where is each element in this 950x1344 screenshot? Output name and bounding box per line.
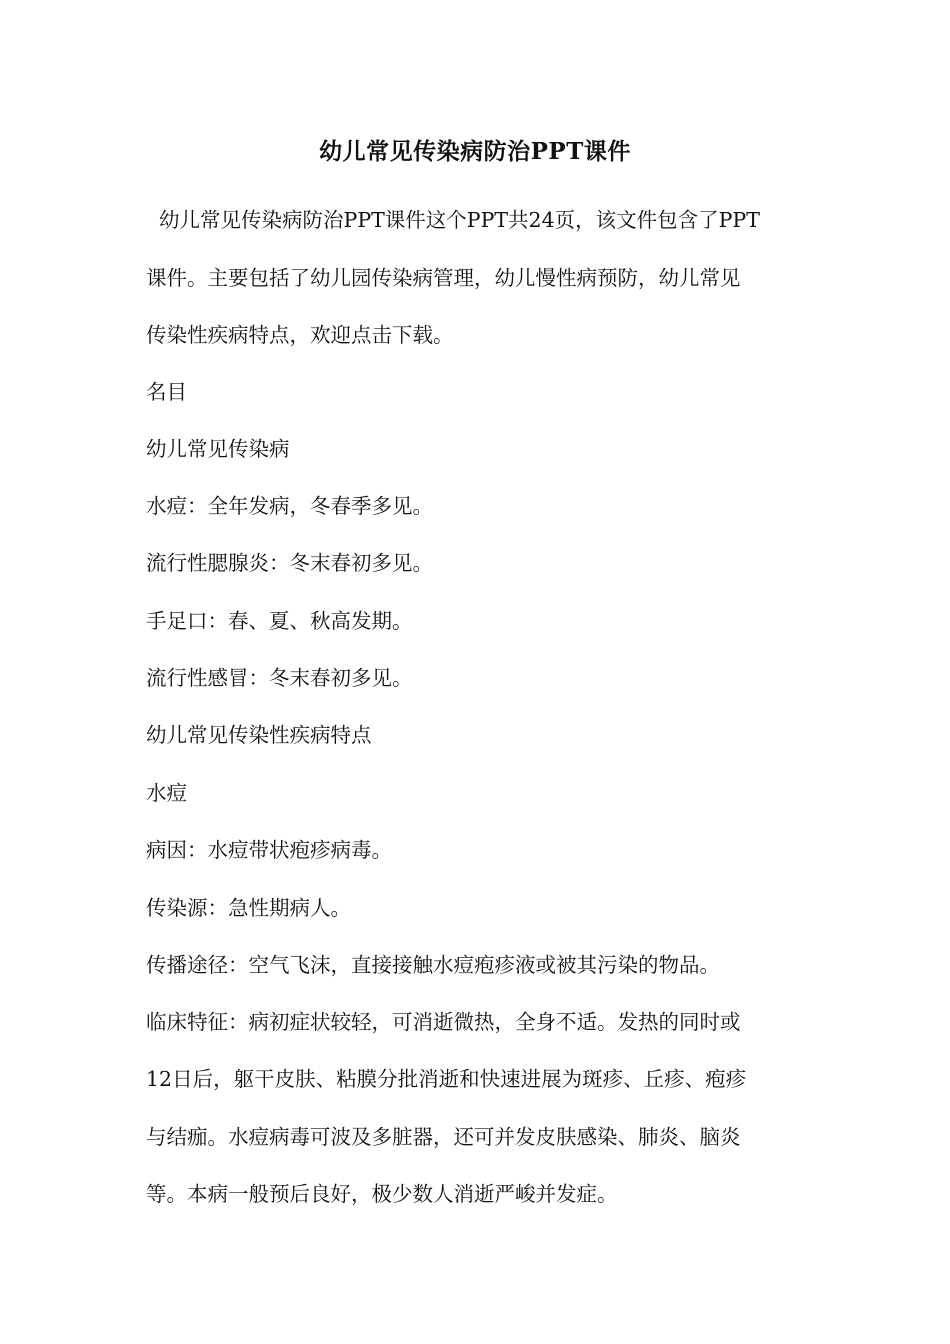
section-heading-common-diseases: 幼儿常见传染病 — [146, 437, 290, 461]
clinical-line: 12日后，躯干皮肤、粘膜分批消逝和快速进展为斑疹、丘疹、疱疹 — [146, 1067, 747, 1092]
disease-season-item: 手足口：春、夏、秋高发期。 — [146, 609, 413, 633]
intro-line: 传染性疾病特点，欢迎点击下载。 — [146, 323, 454, 347]
toc-heading: 名目 — [146, 380, 187, 404]
document-title: 幼儿常见传染病防治PPT课件 — [319, 138, 631, 165]
clinical-line: 临床特征：病初症状较轻，可消逝微热，全身不适。发热的同时或 — [146, 1010, 741, 1034]
clinical-line: 与结痂。水痘病毒可波及多脏器，还可并发皮肤感染、肺炎、脑炎 — [146, 1124, 741, 1149]
intro-line: 幼儿常见传染病防治PPT课件这个PPT共24页，该文件包含了PPT — [146, 208, 760, 232]
intro-line: 课件。主要包括了幼儿园传染病管理，幼儿慢性病预防，幼儿常见 — [146, 265, 741, 290]
clinical-features-paragraph — [146, 994, 806, 1223]
section-heading-disease-features: 幼儿常见传染性疾病特点 — [146, 723, 372, 747]
disease-season-item: 水痘：全年发病，冬春季多见。 — [146, 494, 433, 518]
intro-paragraph — [146, 192, 806, 365]
disease-detail-item: 传播途径：空气飞沫，直接接触水痘疱疹液或被其污染的物品。 — [146, 953, 720, 977]
disease-detail-item: 传染源：急性期病人。 — [146, 896, 351, 920]
clinical-line: 等。本病一般预后良好，极少数人消逝严峻并发症。 — [146, 1181, 618, 1206]
disease-detail-item: 病因：水痘带状疱疹病毒。 — [146, 838, 392, 862]
disease-name: 水痘 — [146, 781, 187, 805]
disease-season-item: 流行性感冒：冬末春初多见。 — [146, 666, 413, 690]
disease-season-item: 流行性腮腺炎：冬末春初多见。 — [146, 551, 433, 575]
